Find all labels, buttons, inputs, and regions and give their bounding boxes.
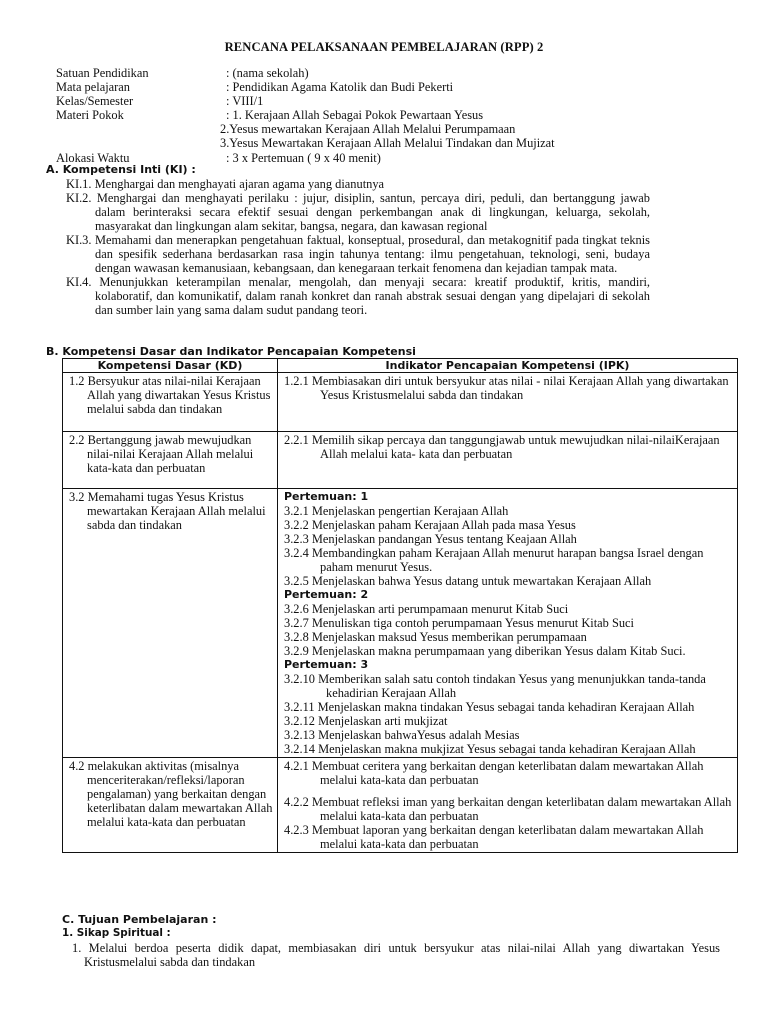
page-title: RENCANA PELAKSANAAN PEMBELAJARAN (RPP) 2 bbox=[224, 40, 544, 54]
meta-value: 3.Yesus Mewartakan Kerajaan Allah Melalui Tindakan dan Mujizat bbox=[220, 136, 555, 151]
meta-label: Materi Pokok bbox=[56, 108, 124, 123]
column-header-ipk: Indikator Pencapaian Kompetensi (IPK) bbox=[278, 359, 738, 373]
ipk-item: 4.2.3 Membuat laporan yang berkaitan dengan keterlibatan dalam mewartakan Allah melalui kata-kata dan perbuatan bbox=[284, 823, 704, 851]
table-row bbox=[63, 432, 738, 489]
ipk-cell bbox=[278, 758, 738, 853]
ipk-item: 3.2.9 Menjelaskan makna perumpamaan yang diberikan Yesus dalam Kitab Suci. bbox=[284, 644, 686, 658]
kd-cell bbox=[63, 489, 278, 758]
ipk-item: 3.2.13 Menjelaskan bahwaYesus adalah Mesias bbox=[284, 728, 520, 742]
kd-text: 1.2 Bersyukur atas nilai-nilai Kerajaan Allah yang diwartakan Yesus Kristus melalui sabda dan tindakan bbox=[69, 374, 271, 416]
meta-value: 2.Yesus mewartakan Kerajaan Allah Melalui Perumpamaan bbox=[220, 122, 516, 137]
kd-cell bbox=[63, 758, 278, 853]
meeting-label: Pertemuan: 3 bbox=[284, 658, 369, 671]
section-a-heading: A. Kompetensi Inti (KI) : bbox=[46, 163, 196, 176]
section-b-heading: B. Kompetensi Dasar dan Indikator Pencapaian Kompetensi bbox=[46, 345, 416, 358]
meta-row-materi-3 bbox=[56, 136, 736, 150]
table-row bbox=[63, 758, 738, 853]
meta-value: : Pendidikan Agama Katolik dan Budi Pekerti bbox=[226, 80, 454, 95]
ipk-item: 3.2.10 Memberikan salah satu contoh tindakan Yesus yang menunjukkan tanda-tanda kehadirian Kerajaan Allah bbox=[284, 672, 706, 700]
meta-row-materi-2 bbox=[56, 122, 736, 136]
ipk-item: 4.2.2 Membuat refleksi iman yang berkaitan dengan keterlibatan dalam mewartakan Allah melalui kata-kata dan perbuatan bbox=[284, 795, 732, 823]
meta-row-materi bbox=[56, 108, 736, 122]
ipk-item: 3.2.1 Menjelaskan pengertian Kerajaan Allah bbox=[284, 504, 509, 518]
meta-value: : VIII/1 bbox=[226, 94, 264, 109]
ipk-item: 3.2.4 Membandingkan paham Kerajaan Allah menurut harapan bangsa Israel dengan paham menurut Yesus. bbox=[284, 546, 704, 574]
kd-cell bbox=[63, 373, 278, 432]
ipk-item: 1.2.1 Membiasakan diri untuk bersyukur atas nilai - nilai Kerajaan Allah yang diwartakan Yesus Kristusmelalui sabda dan tindakan bbox=[284, 374, 729, 402]
table-row bbox=[63, 373, 738, 432]
spacer bbox=[284, 787, 733, 795]
meta-label: Mata pelajaran bbox=[56, 80, 130, 95]
ipk-item: 3.2.3 Menjelaskan pandangan Yesus tentang Keajaan Allah bbox=[284, 532, 577, 546]
identity-block bbox=[56, 66, 736, 165]
ipk-item: 4.2.1 Membuat ceritera yang berkaitan dengan keterlibatan dalam mewartakan Allah melalui kata-kata dan perbuatan bbox=[284, 759, 704, 787]
column-header-kd: Kompetensi Dasar (KD) bbox=[63, 359, 278, 373]
meeting-label: Pertemuan: 2 bbox=[284, 588, 369, 601]
meta-label: Alokasi Waktu bbox=[56, 150, 130, 165]
meta-row-satuan bbox=[56, 66, 736, 80]
meta-label: Kelas/Semester bbox=[56, 94, 134, 109]
meta-row-kelas bbox=[56, 94, 736, 108]
meta-label: Satuan Pendidikan bbox=[56, 66, 149, 80]
meta-row-mapel bbox=[56, 80, 736, 94]
kd-cell bbox=[63, 432, 278, 489]
ki-item: KI.4. Menunjukkan keterampilan menalar, mengolah, dan menyaji secara: kreatif produktif, kritis, mandiri, kolaboratif, dan komunikatif, dalam ranah konkret dan ranah abstrak sesuai dengan yang dipelajari di sekolah dan sumber lain yang sama dalam sudut pandang teori. bbox=[66, 275, 650, 317]
kd-text: 2.2 Bertanggung jawab mewujudkan nilai-nilai Kerajaan Allah melalui kata-kata dan perbuatan bbox=[69, 433, 254, 475]
ipk-item: 3.2.7 Menuliskan tiga contoh perumpamaan Yesus menurut Kitab Suci bbox=[284, 616, 634, 630]
ki-item: KI.2. Menghargai dan menghayati perilaku : jujur, disiplin, santun, percaya diri, peduli, dan bertanggung jawab dalam berinteraksi secara efektif sesuai dengan perkembangan anak di lingkungan, keluarga, sekolah, masyarakat dan lingkungan alam sekitar, bangsa, negara, dan kawasan regional bbox=[66, 191, 650, 233]
ipk-cell bbox=[278, 432, 738, 489]
ipk-item: 3.2.12 Menjelaskan arti mukjizat bbox=[284, 714, 448, 728]
ipk-item: 3.2.6 Menjelaskan arti perumpamaan menurut Kitab Suci bbox=[284, 602, 569, 616]
ipk-cell bbox=[278, 489, 738, 758]
ki-list bbox=[66, 177, 650, 317]
ipk-cell bbox=[278, 373, 738, 432]
kd-text: 3.2 Memahami tugas Yesus Kristus mewartakan Kerajaan Allah melalui sabda dan tindakan bbox=[69, 490, 266, 532]
objective-item: 1. Melalui berdoa peserta didik dapat, membiasakan diri untuk bersyukur atas nilai-nilai Allah yang diwartakan Yesus Kristusmelalui sabda dan tindakan bbox=[72, 941, 720, 969]
meta-value: : 3 x Pertemuan ( 9 x 40 menit) bbox=[226, 150, 381, 165]
table-row bbox=[63, 489, 738, 758]
ki-item: KI.3. Memahami dan menerapkan pengetahuan faktual, konseptual, prosedural, dan metakognitif pada tingkat teknis dan spesifik sederhana berdasarkan rasa ingin tahunya tentang: ilmu pengetahuan, teknologi, seni, budaya dengan wawasan kemanusiaan, kebangsaan, dan kenegaraan terkait fenomena dan kejadian tampak mata. bbox=[66, 233, 650, 275]
ipk-item: 2.2.1 Memilih sikap percaya dan tanggungjawab untuk mewujudkan nilai-nilaiKerajaan Allah melalui kata- kata dan perbuatan bbox=[284, 433, 720, 461]
meta-value: : (nama sekolah) bbox=[226, 66, 309, 80]
spiritual-subheading: 1. Sikap Spiritual : bbox=[62, 927, 171, 939]
meeting-label: Pertemuan: 1 bbox=[284, 490, 369, 503]
ipk-item: 3.2.11 Menjelaskan makna tindakan Yesus sebagai tanda kehadiran Kerajaan Allah bbox=[284, 700, 695, 714]
ipk-item: 3.2.14 Menjelaskan makna mukjizat Yesus sebagai tanda kehadiran Kerajaan Allah bbox=[284, 742, 696, 756]
ki-item: KI.1. Menghargai dan menghayati ajaran agama yang dianutnya bbox=[66, 177, 385, 191]
meta-value: : 1. Kerajaan Allah Sebagai Pokok Pewartaan Yesus bbox=[226, 108, 484, 123]
kd-text: 4.2 melakukan aktivitas (misalnya menceriterakan/refleksi/laporan pengalaman) yang berkaitan dengan keterlibatan dalam mewartakan Allah melalui kata-kata dan perbuatan bbox=[69, 759, 273, 829]
table-header-row bbox=[63, 359, 738, 373]
kd-ipk-table bbox=[62, 358, 738, 853]
section-c-heading: C. Tujuan Pembelajaran : bbox=[62, 913, 217, 926]
ipk-item: 3.2.2 Menjelaskan paham Kerajaan Allah pada masa Yesus bbox=[284, 518, 576, 532]
ipk-item: 3.2.8 Menjelaskan maksud Yesus memberikan perumpamaan bbox=[284, 630, 587, 644]
ipk-item: 3.2.5 Menjelaskan bahwa Yesus datang untuk mewartakan Kerajaan Allah bbox=[284, 574, 652, 588]
